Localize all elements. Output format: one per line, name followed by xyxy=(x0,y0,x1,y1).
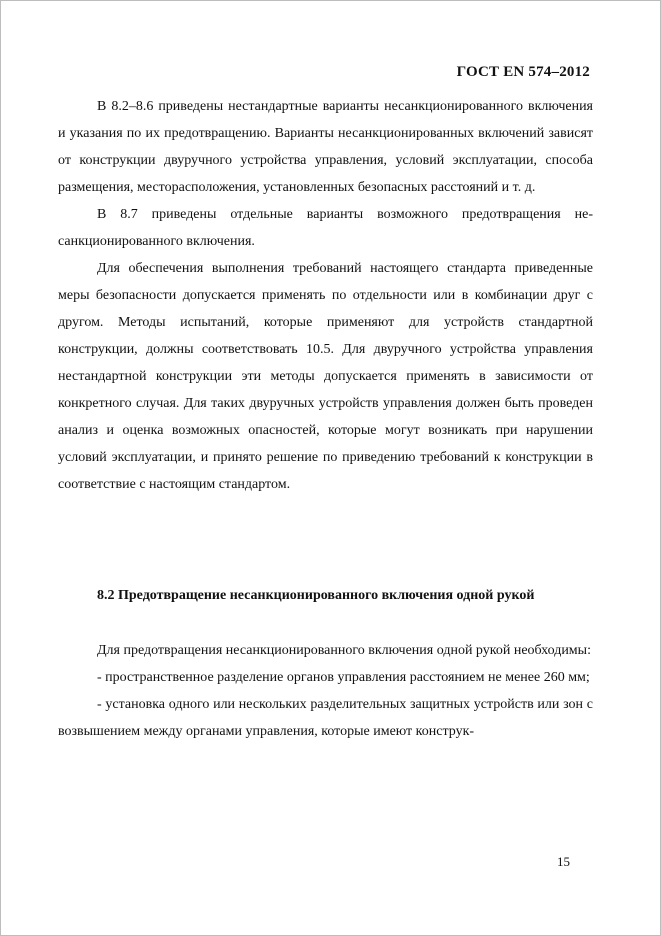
paragraph: В 8.2–8.6 приведены нестандартные варианты несанкционированного включения и указания по их предотвращению. Варианты несанкционированных включений зависят от конструкции двуручного устройства управления, условий эксплуатации, способа размещения, месторасположения, установленных безопасных расстояний и т. д. xyxy=(58,99,593,195)
section-text-block xyxy=(58,637,593,745)
page-number: 15 xyxy=(557,854,570,869)
paragraph: В 8.7 приведены отдельные варианты возможного предотвращения несанкционированного включения. xyxy=(58,207,593,249)
paragraph: Для обеспечения выполнения требований настоящего стандарта приведенные меры безопасности допускается применять по отдельности или в комбинации друг с другом. Методы испытаний, которые применяют для устройств стандартной конструкции, должны соответствовать 10.5. Для двуручного устройства управления нестандартной конструкции эти методы допускается применять в зависимости от конкретного случая. Для таких двуручных устройств управления должен быть проведен анализ и оценка возможных опасностей, которые могут возникать при нарушении условий эксплуатации, и принято решение по приведению требований к конструкции в соответствие с настоящим стандартом. xyxy=(58,261,593,492)
list-item: - установка одного или нескольких разделительных защитных устройств или зон с возвышением между органами управления, которые имеют конструк- xyxy=(58,697,593,739)
standard-header: ГОСТ EN 574–2012 xyxy=(456,64,590,80)
list-item: - пространственное разделение органов управления расстоянием не менее 260 мм; xyxy=(97,670,590,685)
intro-text-block xyxy=(58,93,593,498)
paragraph: Для предотвращения несанкционированного включения одной рукой необходимы: xyxy=(97,643,591,658)
section-heading: 8.2 Предотвращение несанкционированного включения одной рукой xyxy=(97,588,535,603)
